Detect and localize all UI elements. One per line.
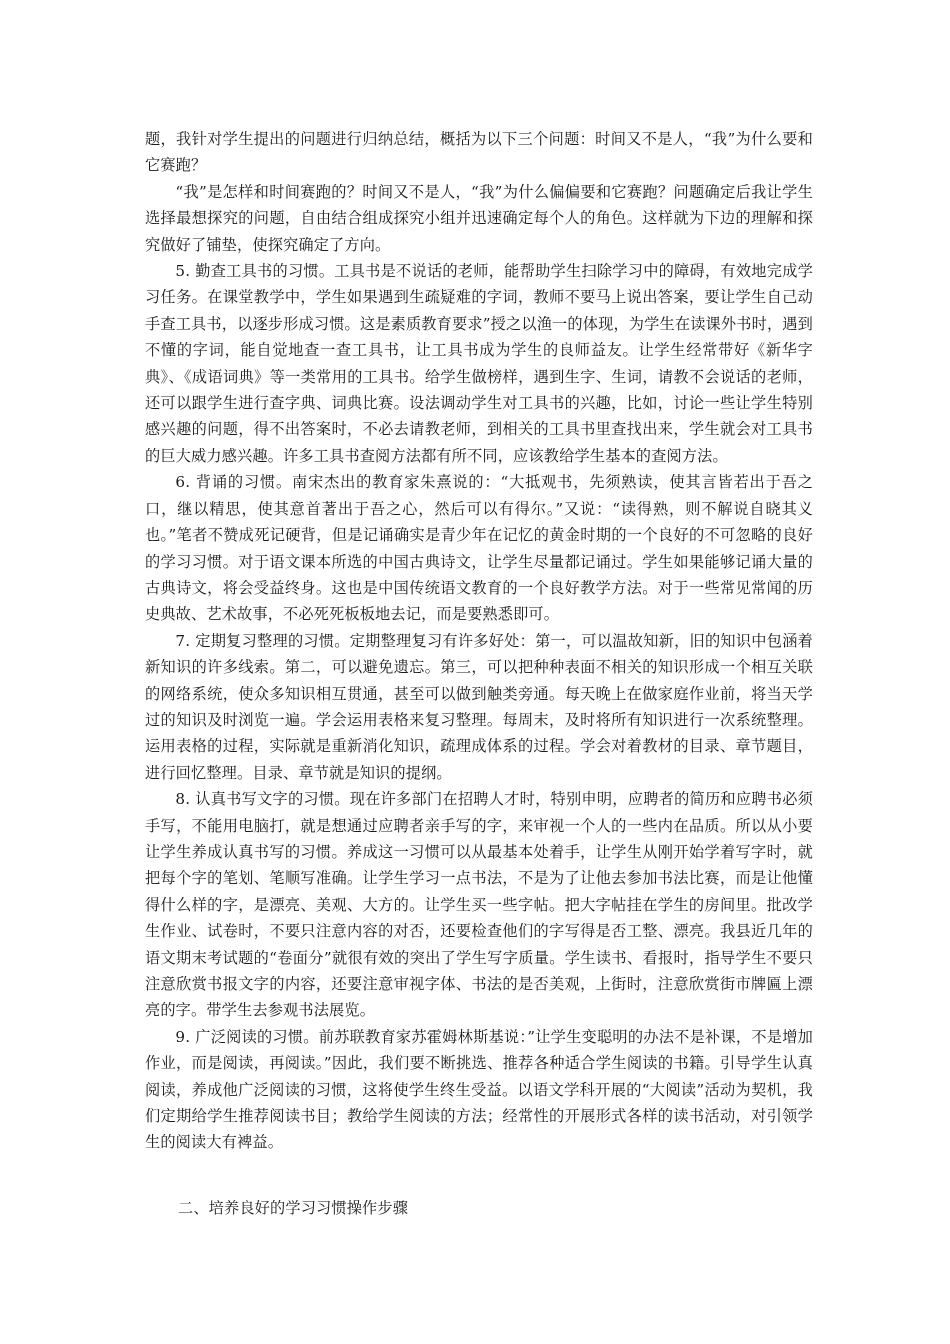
paragraph-habit-handwriting: 8. 认真书写文字的习惯。现在许多部门在招聘人才时，特别申明，应聘者的简历和应聘书必须手写，不能用电脑打，就是想通过应聘者亲手写的字，来审视一个人的一些内在品质。所以从小要让学生养成认真书写的习惯。养成这一习惯可以从最基本处着手，让学生从刚开始学着写字时，就把每个字的笔划、笔顺写准确。让学生学习一点书法，不是为了让他去参加书法比赛，而是让他懂得什么样的字，是漂亮、美观、大方的。让学生买一些字帖。把大字帖挂在学生的房间里。批改学生作业、试卷时，不要只注意内容的对否，还要检查他们的字写得是否工整、漂亮。我县近几年的语文期末考试题的“卷面分”就很有效的突出了学生写字质量。学生读书、看报时，指导学生不要只注意欣赏书报文字的内容，还要注意审视字体、书法的是否美观，上街时，注意欣赏街市牌匾上漂亮的字。带学生去参观书法展览。 xyxy=(145,790,813,1020)
paragraph-habit-reading: 9. 广泛阅读的习惯。前苏联教育家苏霍姆林斯基说：”让学生变聪明的办法不是补课，不是增加作业，而是阅读，再阅读。”因此，我们要不断挑选、推荐各种适合学生阅读的书籍。引导学生认真阅读，养成他广泛阅读的习惯，这将使学生终生受益。以语文学科开展的“大阅读”活动为契机，我们定期给学生推荐阅读书目；教给学生阅读的方法；经常性的开展形式各样的读书活动，对引领学生的阅读大有裨益。 xyxy=(145,1027,813,1152)
document-body xyxy=(145,126,813,1156)
section-heading: 二、培养良好的学习习惯操作步骤 xyxy=(178,1199,409,1217)
paragraph-habit-review: 7. 定期复习整理的习惯。定期整理复习有许多好处：第一，可以温故知新，旧的知识中包涵着新知识的许多线索。第二，可以避免遗忘。第三，可以把种种表面不相关的知识形成一个相互关联的网络系统，使众多知识相互贯通，甚至可以做到触类旁通。每天晚上在做家庭作业前，将当天学过的知识及时浏览一遍。学会运用表格来复习整理。每周末，及时将所有知识进行一次系统整理。运用表格的过程，实际就是重新消化知识，疏理成体系的过程。学会对着教材的目录、章节题目，进行回忆整理。目录、章节就是知识的提纲。 xyxy=(145,631,813,782)
paragraph-question-summary: 题，我针对学生提出的问题进行归纳总结，概括为以下三个问题：时间又不是人，“我”为什么要和它赛跑？ xyxy=(145,130,813,175)
paragraph-race-with-time: “我”是怎样和时间赛跑的？时间又不是人，“我”为什么偏偏要和它赛跑？问题确定后我让学生选择最想探究的问题，自由结合组成探究小组并迅速确定每个人的角色。这样就为下边的理解和探究做好了铺垫，使探究确定了方向。 xyxy=(145,182,813,254)
paragraph-habit-reference-books: 5. 勤查工具书的习惯。工具书是不说话的老师，能帮助学生扫除学习中的障碍，有效地完成学习任务。在课堂教学中，学生如果遇到生疏疑难的字词，教师不要马上说出答案，要让学生自己动手查工具书，以逐步形成习惯。这是素质教育要求”授之以渔一的体现，为学生在读课外书时，遇到不懂的字词，能自觉地查一查工具书，让工具书成为学生的良师益友。让学生经常带好《新华字典》、《成语词典》等一类常用的工具书。给学生做榜样，遇到生字、生词，请教不会说话的老师，还可以跟学生进行查字典、词典比赛。设法调动学生对工具书的兴趣，比如，讨论一些让学生特别感兴趣的问题，得不出答案时，不必去请教老师，到相关的工具书里查找出来，学生就会对工具书的巨大威力感兴趣。许多工具书查阅方法都有所不同，应该教给学生基本的查阅方法。 xyxy=(145,262,813,465)
paragraph-habit-recitation: 6. 背诵的习惯。南宋杰出的教育家朱熹说的：“大抵观书，先须熟读，使其言皆若出于吾之口，继以精思，使其意首著出于吾之心，然后可以有得尔。”又说：“读得熟，则不解说自晓其义也。”笔者不赞成死记硬背，但是记诵确实是青少年在记忆的黄金时期的一个良好的不可忽略的良好的学习习惯。对于语文课本所选的中国古典诗文，让学生尽量都记诵过。学生如果能够记诵大量的古典诗文，将会受益终身。这也是中国传统语文教育的一个良好教学方法。对于一些常见常闻的历史典故、艺术故事，不必死死板板地去记，而是要熟悉即可。 xyxy=(145,473,813,624)
